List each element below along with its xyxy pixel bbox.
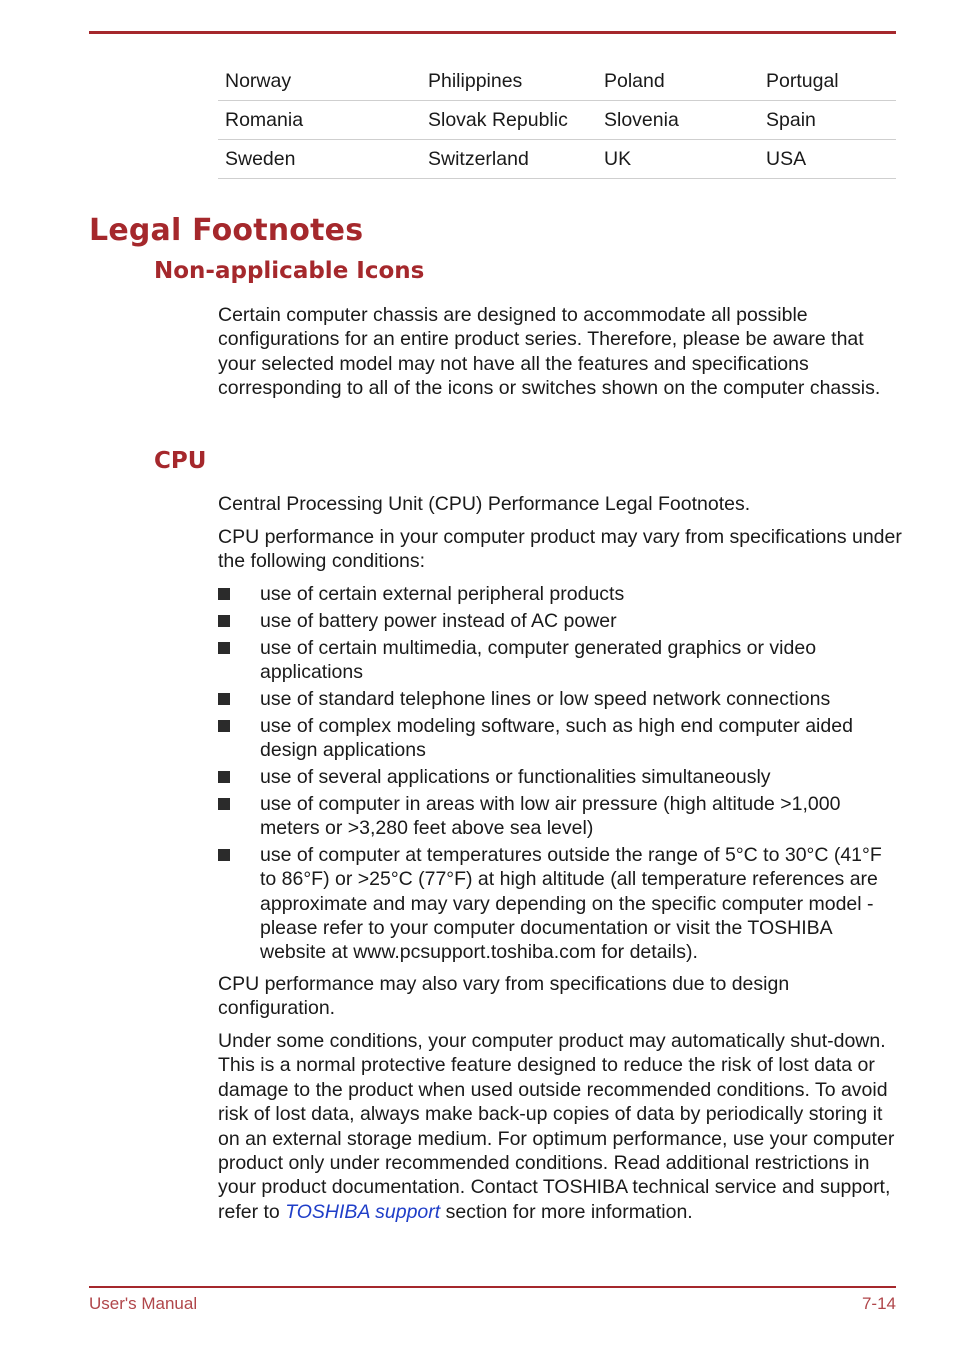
square-bullet-icon — [218, 849, 230, 861]
list-item — [218, 765, 903, 789]
cpu-intro-text: Central Processing Unit (CPU) Performance Legal Footnotes. — [218, 493, 751, 515]
table-cell: UK — [597, 140, 759, 179]
cpu-shutdown-text — [218, 1029, 903, 1224]
section-title: Legal Footnotes — [89, 213, 364, 248]
table-cell: Spain — [759, 101, 896, 140]
shutdown-text: Under some conditions, your computer product may automatically shut-down. This is a normal protective feature designed to reduce the risk of lost data or damage to the product when used outside recommended conditions. To avoid risk of lost data, always make back-up copies of data by periodically storing it on an external storage medium. For optimum performance, use your computer product only under recommended conditions. Read additional restrictions in your product documentation. Contact TOSHIBA technical service and support, refer to — [218, 1030, 895, 1223]
list-item — [218, 843, 903, 965]
after-link-text: section for more information. — [445, 1200, 693, 1223]
table-cell: Sweden — [218, 140, 421, 179]
footer-page-number: 7-14 — [861, 1294, 896, 1313]
countries-table — [218, 62, 896, 179]
top-divider — [89, 31, 896, 34]
square-bullet-icon — [218, 588, 230, 600]
list-item — [218, 582, 903, 606]
cpu-conditions-list — [218, 582, 903, 967]
non-applicable-icons-heading: Non-applicable Icons — [154, 258, 425, 284]
table-cell: Switzerland — [421, 140, 597, 179]
non-applicable-icons-text: Certain computer chassis are designed to accommodate all possible configurations for an entire product series. Therefore, please be aware that your selected model may not have all the features and specifications corresponding to all of the icons or switches shown on the computer chassis. — [218, 304, 881, 400]
table-row — [218, 101, 896, 140]
table-cell: Slovenia — [597, 101, 759, 140]
square-bullet-icon — [218, 693, 230, 705]
toshiba-support-link[interactable]: TOSHIBA support — [285, 1200, 441, 1223]
list-item — [218, 609, 903, 633]
table-row — [218, 140, 896, 179]
square-bullet-icon — [218, 642, 230, 654]
square-bullet-icon — [218, 615, 230, 627]
table-cell: Philippines — [421, 62, 597, 101]
cpu-conditions-intro: CPU performance in your computer product may vary from specifications under the following conditions: — [218, 526, 902, 573]
bottom-divider — [89, 1286, 896, 1288]
table-cell: Slovak Republic — [421, 101, 597, 140]
table-cell: USA — [759, 140, 896, 179]
list-item — [218, 714, 903, 763]
cpu-design-config-text: CPU performance may also vary from specifications due to design configuration. — [218, 973, 790, 1020]
list-item — [218, 636, 903, 685]
footer-manual-title: User's Manual — [89, 1294, 198, 1313]
list-item-text: use of certain multimedia, computer generated graphics or video applications — [260, 636, 817, 683]
list-item-text: use of battery power instead of AC power — [260, 609, 617, 632]
list-item-text: use of certain external peripheral products — [260, 583, 625, 605]
table-cell: Poland — [597, 62, 759, 101]
list-item — [218, 687, 903, 711]
list-item-text: use of computer at temperatures outside the range of 5°C to 30°C (41°F to 86°F) or >25°C (77°F) at high altitude (all temperature references are approximate and may vary depending on the specific computer model - please refer to your computer documentation or visit the TOSHIBA website at www.pcsupport.toshiba.com for details). — [260, 843, 882, 964]
list-item — [218, 792, 903, 841]
square-bullet-icon — [218, 798, 230, 810]
table-row — [218, 62, 896, 101]
list-item-text: use of computer in areas with low air pressure (high altitude >1,000 meters or >3,280 feet above sea level) — [260, 792, 841, 839]
list-item-text: use of standard telephone lines or low speed network connections — [260, 687, 831, 710]
table-cell: Norway — [218, 62, 421, 101]
list-item-text: use of several applications or functionalities simultaneously — [260, 765, 771, 788]
table-cell: Romania — [218, 101, 421, 140]
square-bullet-icon — [218, 720, 230, 732]
square-bullet-icon — [218, 771, 230, 783]
table-cell: Portugal — [759, 62, 896, 101]
cpu-heading: CPU — [154, 448, 207, 474]
list-item-text: use of complex modeling software, such as high end computer aided design applications — [260, 714, 853, 761]
